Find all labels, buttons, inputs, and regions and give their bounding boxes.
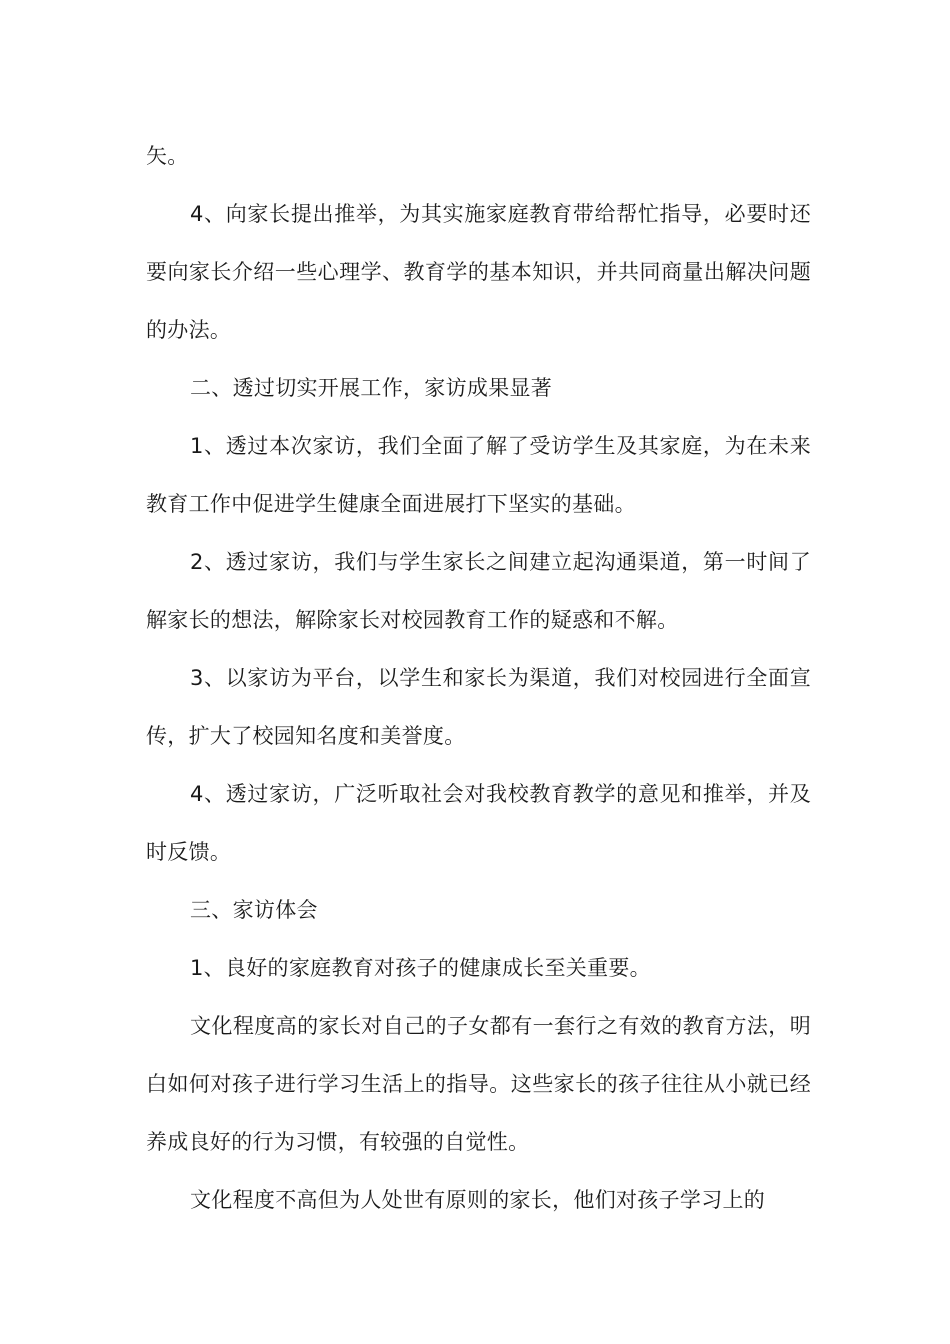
paragraph-highly-educated-parents: 文化程度高的家长对自己的子女都有一套行之有效的教育方法，明白如何对孩子进行学习生活上的指导。这些家长的孩子往往从小就已经养成良好的行为习惯，有较强的自觉性。 [146,1014,811,1154]
paragraph-continuation: 矢。 [146,144,189,168]
paragraph-item-3-results: 3、以家访为平台，以学生和家长为渠道，我们对校园进行全面宣传，扩大了校园知名度和美誉度。 [146,666,811,748]
paragraph-item-2-results: 2、透过家访，我们与学生家长之间建立起沟通渠道，第一时间了解家长的想法，解除家长对校园教育工作的疑惑和不解。 [146,550,811,632]
document-body [146,127,811,1229]
section-heading-2: 二、透过切实开展工作，家访成果显著 [190,376,553,400]
paragraph-item-4-results: 4、透过家访，广泛听取社会对我校教育教学的意见和推举，并及时反馈。 [146,782,811,864]
paragraph-item-1-results: 1、透过本次家访，我们全面了解了受访学生及其家庭，为在未来教育工作中促进学生健康全面进展打下坚实的基础。 [146,434,811,516]
paragraph-less-educated-parents: 文化程度不高但为人处世有原则的家长，他们对孩子学习上的 [190,1188,766,1212]
section-heading-3: 三、家访体会 [190,898,318,922]
paragraph-item-1-experience: 1、良好的家庭教育对孩子的健康成长至关重要。 [190,956,651,980]
paragraph-item-4-suggestion: 4、向家长提出推举，为其实施家庭教育带给帮忙指导，必要时还要向家长介绍一些心理学、教育学的基本知识，并共同商量出解决问题的办法。 [146,202,811,342]
